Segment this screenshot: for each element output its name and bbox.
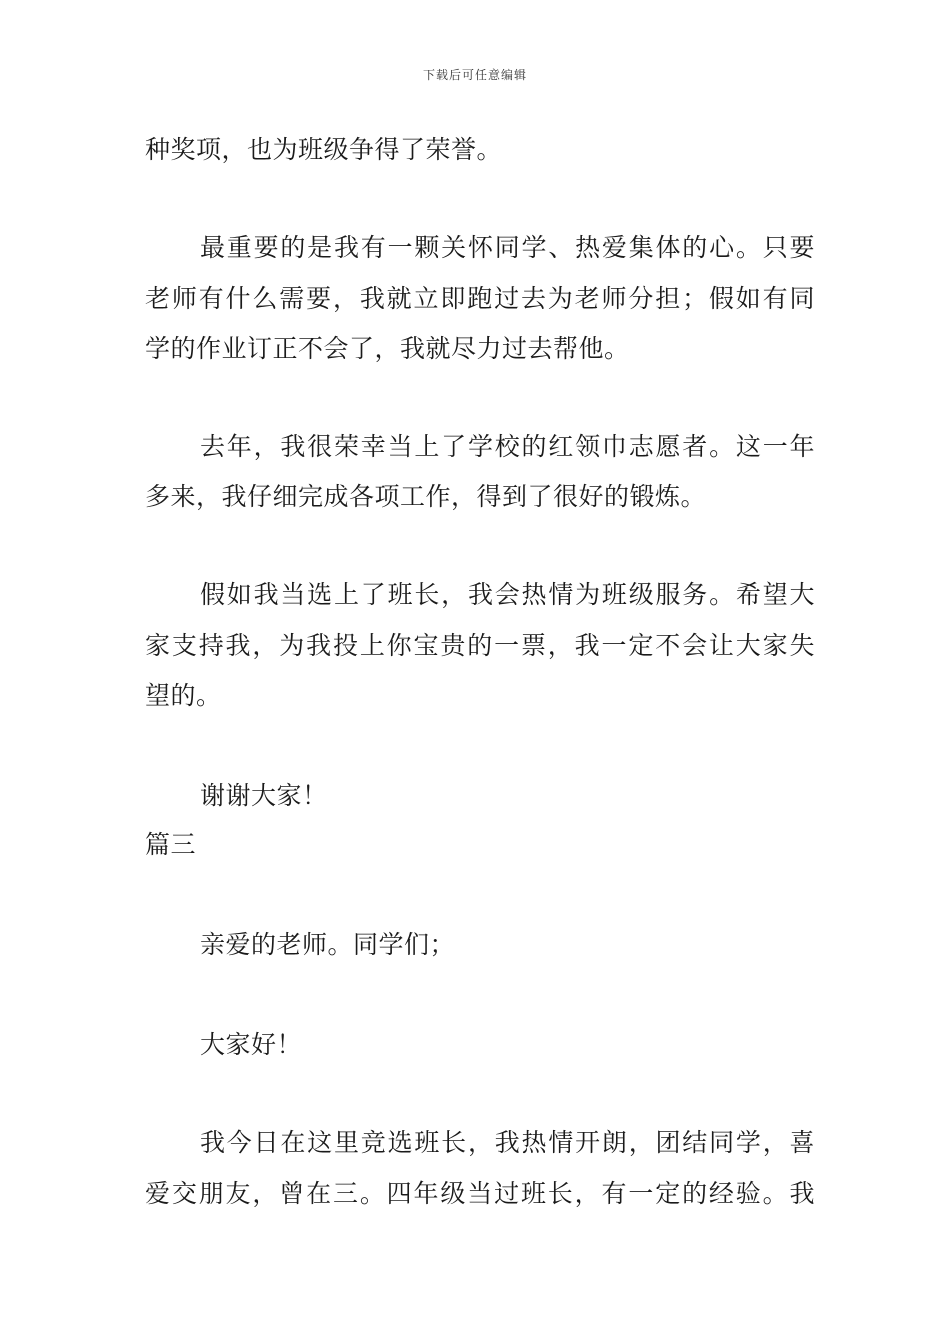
text-line: 望的。 [145,681,222,710]
text-line: 大家好！ [200,1030,303,1059]
text-line: 种奖项，也为班级争得了荣誉。 [145,135,503,164]
text-line: 学的作业订正不会了，我就尽力过去帮他。 [145,334,630,363]
text-line: 我今日在这里竞选班长，我热情开朗，团结同学，喜 [200,1128,815,1157]
text-line: 爱交朋友，曾在三。四年级当过班长，有一定的经验。我 [145,1179,815,1208]
text-line: 家支持我，为我投上你宝贵的一票，我一定不会让大家失 [145,631,815,660]
text-line: 多来，我仔细完成各项工作，得到了很好的锻炼。 [145,482,707,511]
text-line: 亲爱的老师。同学们； [200,930,456,959]
text-line: 最重要的是我有一颗关怀同学、热爱集体的心。只要 [200,233,815,262]
page-header: 下载后可任意编辑 [422,68,527,82]
text-line: 假如我当选上了班长，我会热情为班级服务。希望大 [200,580,815,609]
text-line: 去年，我很荣幸当上了学校的红领巾志愿者。这一年 [200,432,815,461]
text-line: 老师有什么需要，我就立即跑过去为老师分担；假如有同 [145,284,815,313]
section-title: 篇三 [145,830,197,859]
text-line: 谢谢大家！ [200,781,328,810]
